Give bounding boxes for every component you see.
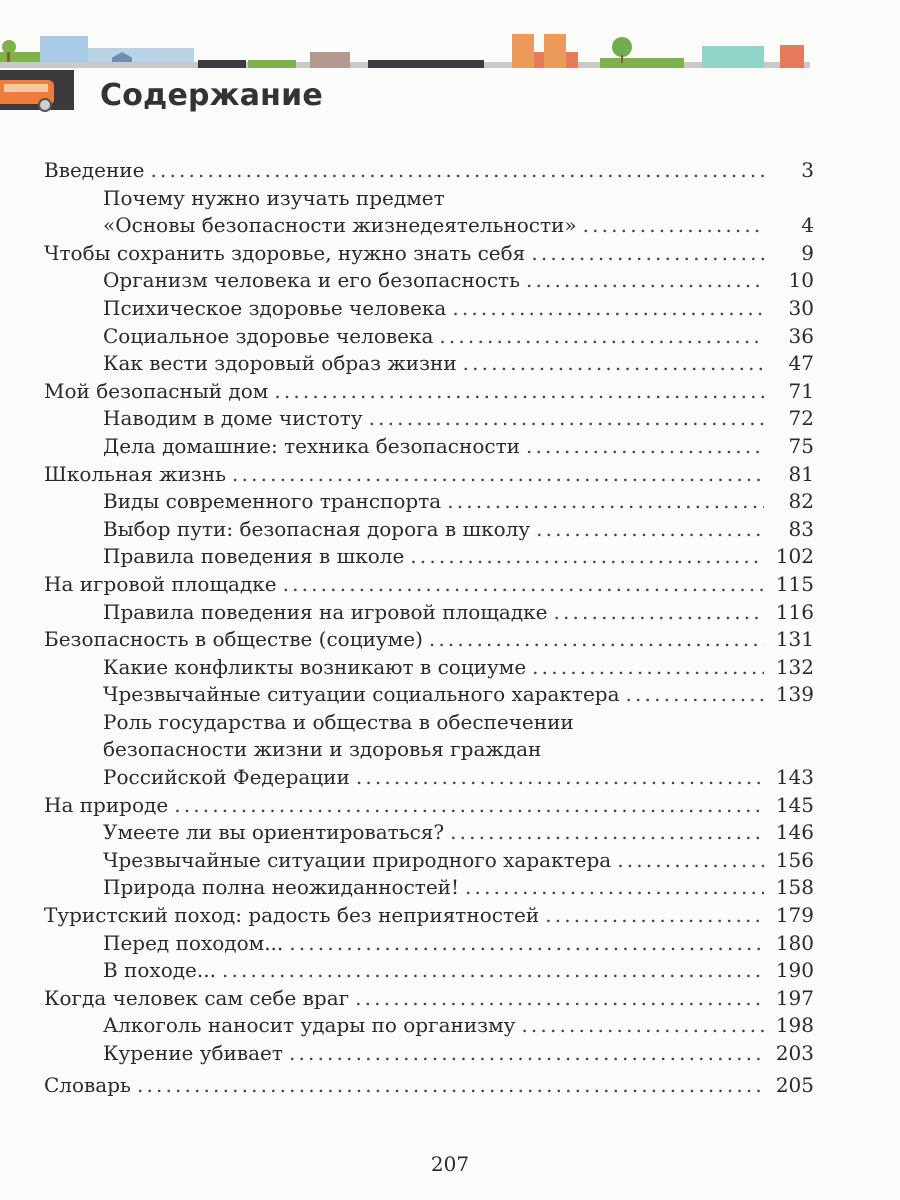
toc-section <box>44 185 814 213</box>
toc-chapter <box>44 157 814 185</box>
leader-dots <box>531 240 764 268</box>
leader-dots <box>439 323 764 351</box>
toc-section <box>44 488 814 516</box>
toc-entry-title: Словарь <box>44 1072 131 1097</box>
toc-entry-title: В походе... <box>103 958 216 983</box>
toc-entry-title: Чрезвычайные ситуации природного характера <box>103 847 612 872</box>
toc-section <box>44 847 814 875</box>
toc-entry-page: 75 <box>788 433 814 458</box>
toc-chapter <box>44 571 814 599</box>
toc-entry-title: Умеете ли вы ориентироваться? <box>103 820 445 845</box>
toc-section <box>44 267 814 295</box>
toc-entry-title: Курение убивает <box>103 1041 283 1065</box>
toc-entry-page: 158 <box>775 875 814 900</box>
toc-entry-title: Правила поведения на игровой площадке <box>103 599 548 624</box>
toc-section <box>44 736 814 764</box>
toc-section <box>44 1012 814 1040</box>
toc-entry-title: Школьная жизнь <box>44 461 227 486</box>
toc-section <box>44 543 814 571</box>
toc-entry-title: Мой безопасный дом <box>44 378 269 403</box>
toc-chapter <box>44 1072 814 1100</box>
toc-entry-page: 81 <box>788 461 814 486</box>
leader-dots <box>465 874 764 902</box>
toc-entry-title: Природа полна неожиданностей! <box>103 875 460 900</box>
toc-entry-page: 9 <box>801 240 814 265</box>
leader-dots <box>617 847 764 875</box>
toc-entry-title: Введение <box>44 158 145 182</box>
tree-icon <box>612 37 632 57</box>
toc-section <box>44 930 814 958</box>
toc-entry-page: 102 <box>775 544 814 569</box>
toc-entry-title: На природе <box>44 792 169 817</box>
leader-dots <box>369 405 764 433</box>
toc-entry-page: 203 <box>775 1041 814 1065</box>
leader-dots <box>355 985 764 1013</box>
toc-entry-title: Безопасность в обществе (социуме) <box>44 627 423 652</box>
toc-entry-title: Алкоголь наносит удары по организму <box>103 1013 516 1038</box>
leader-dots <box>545 902 764 930</box>
leader-dots <box>356 764 764 792</box>
toc-section <box>44 654 814 682</box>
toc-chapter <box>44 240 814 268</box>
toc-section <box>44 212 814 240</box>
toc-entry-page: 143 <box>775 765 814 790</box>
toc-section <box>44 1040 814 1068</box>
leader-dots <box>452 295 764 323</box>
leader-dots <box>526 267 764 295</box>
toc-entry-page: 3 <box>801 158 814 182</box>
toc-entry-page: 4 <box>801 213 814 238</box>
toc-entry-page: 115 <box>775 571 814 596</box>
toc-section <box>44 350 814 378</box>
toc-entry-title: Наводим в доме чистоту <box>103 406 363 431</box>
leader-dots <box>450 819 764 847</box>
toc-entry-page: 156 <box>775 847 814 872</box>
toc-entry-title: Виды современного транспорта <box>103 489 442 514</box>
toc-entry-page: 72 <box>788 406 814 431</box>
toc-entry-page: 179 <box>775 903 814 928</box>
leader-dots <box>289 930 764 958</box>
toc-section <box>44 599 814 627</box>
page-title: Содержание <box>100 78 323 113</box>
leader-dots <box>137 1072 764 1100</box>
leader-dots <box>174 792 764 820</box>
toc-entry-page: 190 <box>775 958 814 983</box>
toc-entry-page: 36 <box>788 323 814 348</box>
leader-dots <box>274 378 764 406</box>
leader-dots <box>526 433 764 461</box>
toc-entry-page: 132 <box>775 654 814 679</box>
toc-entry-title: Туристский поход: радость без неприятностей <box>44 903 540 928</box>
toc-chapter <box>44 626 814 654</box>
toc-entry-title: Социальное здоровье человека <box>103 323 434 348</box>
leader-dots <box>283 571 764 599</box>
toc-entry-title: Чрезвычайные ситуации социального характера <box>103 682 620 707</box>
toc-section <box>44 433 814 461</box>
toc-section <box>44 295 814 323</box>
toc-entry-title: Роль государства и общества в обеспечении <box>103 709 574 734</box>
toc-chapter <box>44 792 814 820</box>
toc-entry-page: 139 <box>775 682 814 707</box>
leader-dots <box>429 626 764 654</box>
table-of-contents <box>44 157 814 1099</box>
leader-dots <box>410 543 764 571</box>
toc-chapter <box>44 461 814 489</box>
toc-chapter <box>44 378 814 406</box>
toc-entry-page: 146 <box>775 820 814 845</box>
toc-entry-title: «Основы безопасности жизнедеятельности» <box>103 213 577 238</box>
leader-dots <box>626 681 764 709</box>
toc-section <box>44 819 814 847</box>
leader-dots <box>583 212 764 240</box>
leader-dots <box>554 599 765 627</box>
toc-entry-page: 30 <box>788 295 814 320</box>
leader-dots <box>150 157 764 185</box>
toc-entry-title: Какие конфликты возникают в социуме <box>103 654 527 679</box>
toc-section <box>44 957 814 985</box>
leader-dots <box>532 654 764 682</box>
toc-section <box>44 405 814 433</box>
leader-dots <box>232 461 764 489</box>
leader-dots <box>447 488 764 516</box>
toc-section <box>44 764 814 792</box>
toc-entry-page: 131 <box>775 627 814 652</box>
toc-entry-title: На игровой площадке <box>44 571 277 596</box>
toc-entry-title: Дела домашние: техника безопасности <box>103 433 520 458</box>
toc-chapter <box>44 902 814 930</box>
header-illustration <box>0 0 900 75</box>
leader-dots <box>536 516 764 544</box>
toc-section <box>44 323 814 351</box>
toc-entry-title: Как вести здоровый образ жизни <box>103 351 457 376</box>
toc-chapter <box>44 985 814 1013</box>
toc-entry-page: 197 <box>775 985 814 1010</box>
toc-entry-title: Чтобы сохранить здоровье, нужно знать себя <box>44 240 526 265</box>
toc-entry-title: Организм человека и его безопасность <box>103 268 520 293</box>
toc-entry-title: Почему нужно изучать предмет <box>103 185 445 210</box>
leader-dots <box>521 1012 764 1040</box>
toc-entry-page: 116 <box>775 599 814 624</box>
toc-entry-page: 10 <box>788 268 814 293</box>
leader-dots <box>463 350 764 378</box>
toc-section <box>44 874 814 902</box>
toc-section <box>44 709 814 737</box>
toc-entry-page: 145 <box>775 792 814 817</box>
toc-entry-title: Российской Федерации <box>103 765 350 790</box>
leader-dots <box>289 1040 764 1068</box>
toc-section <box>44 681 814 709</box>
toc-entry-title: Перед походом... <box>103 930 284 955</box>
toc-entry-page: 83 <box>788 516 814 541</box>
toc-entry-title: Когда человек сам себе враг <box>44 985 350 1010</box>
toc-entry-page: 82 <box>788 489 814 514</box>
toc-entry-title: безопасности жизни и здоровья граждан <box>103 737 542 762</box>
page-number: 207 <box>430 1152 470 1176</box>
toc-entry-title: Психическое здоровье человека <box>103 295 447 320</box>
leader-dots <box>222 957 764 985</box>
toc-entry-page: 180 <box>775 930 814 955</box>
toc-entry-page: 205 <box>775 1072 814 1097</box>
toc-entry-page: 71 <box>788 378 814 403</box>
toc-entry-page: 47 <box>788 351 814 376</box>
toc-entry-page: 198 <box>775 1013 814 1038</box>
toc-entry-title: Выбор пути: безопасная дорога в школу <box>103 516 531 541</box>
toc-entry-title: Правила поведения в школе <box>103 544 405 569</box>
toc-section <box>44 516 814 544</box>
